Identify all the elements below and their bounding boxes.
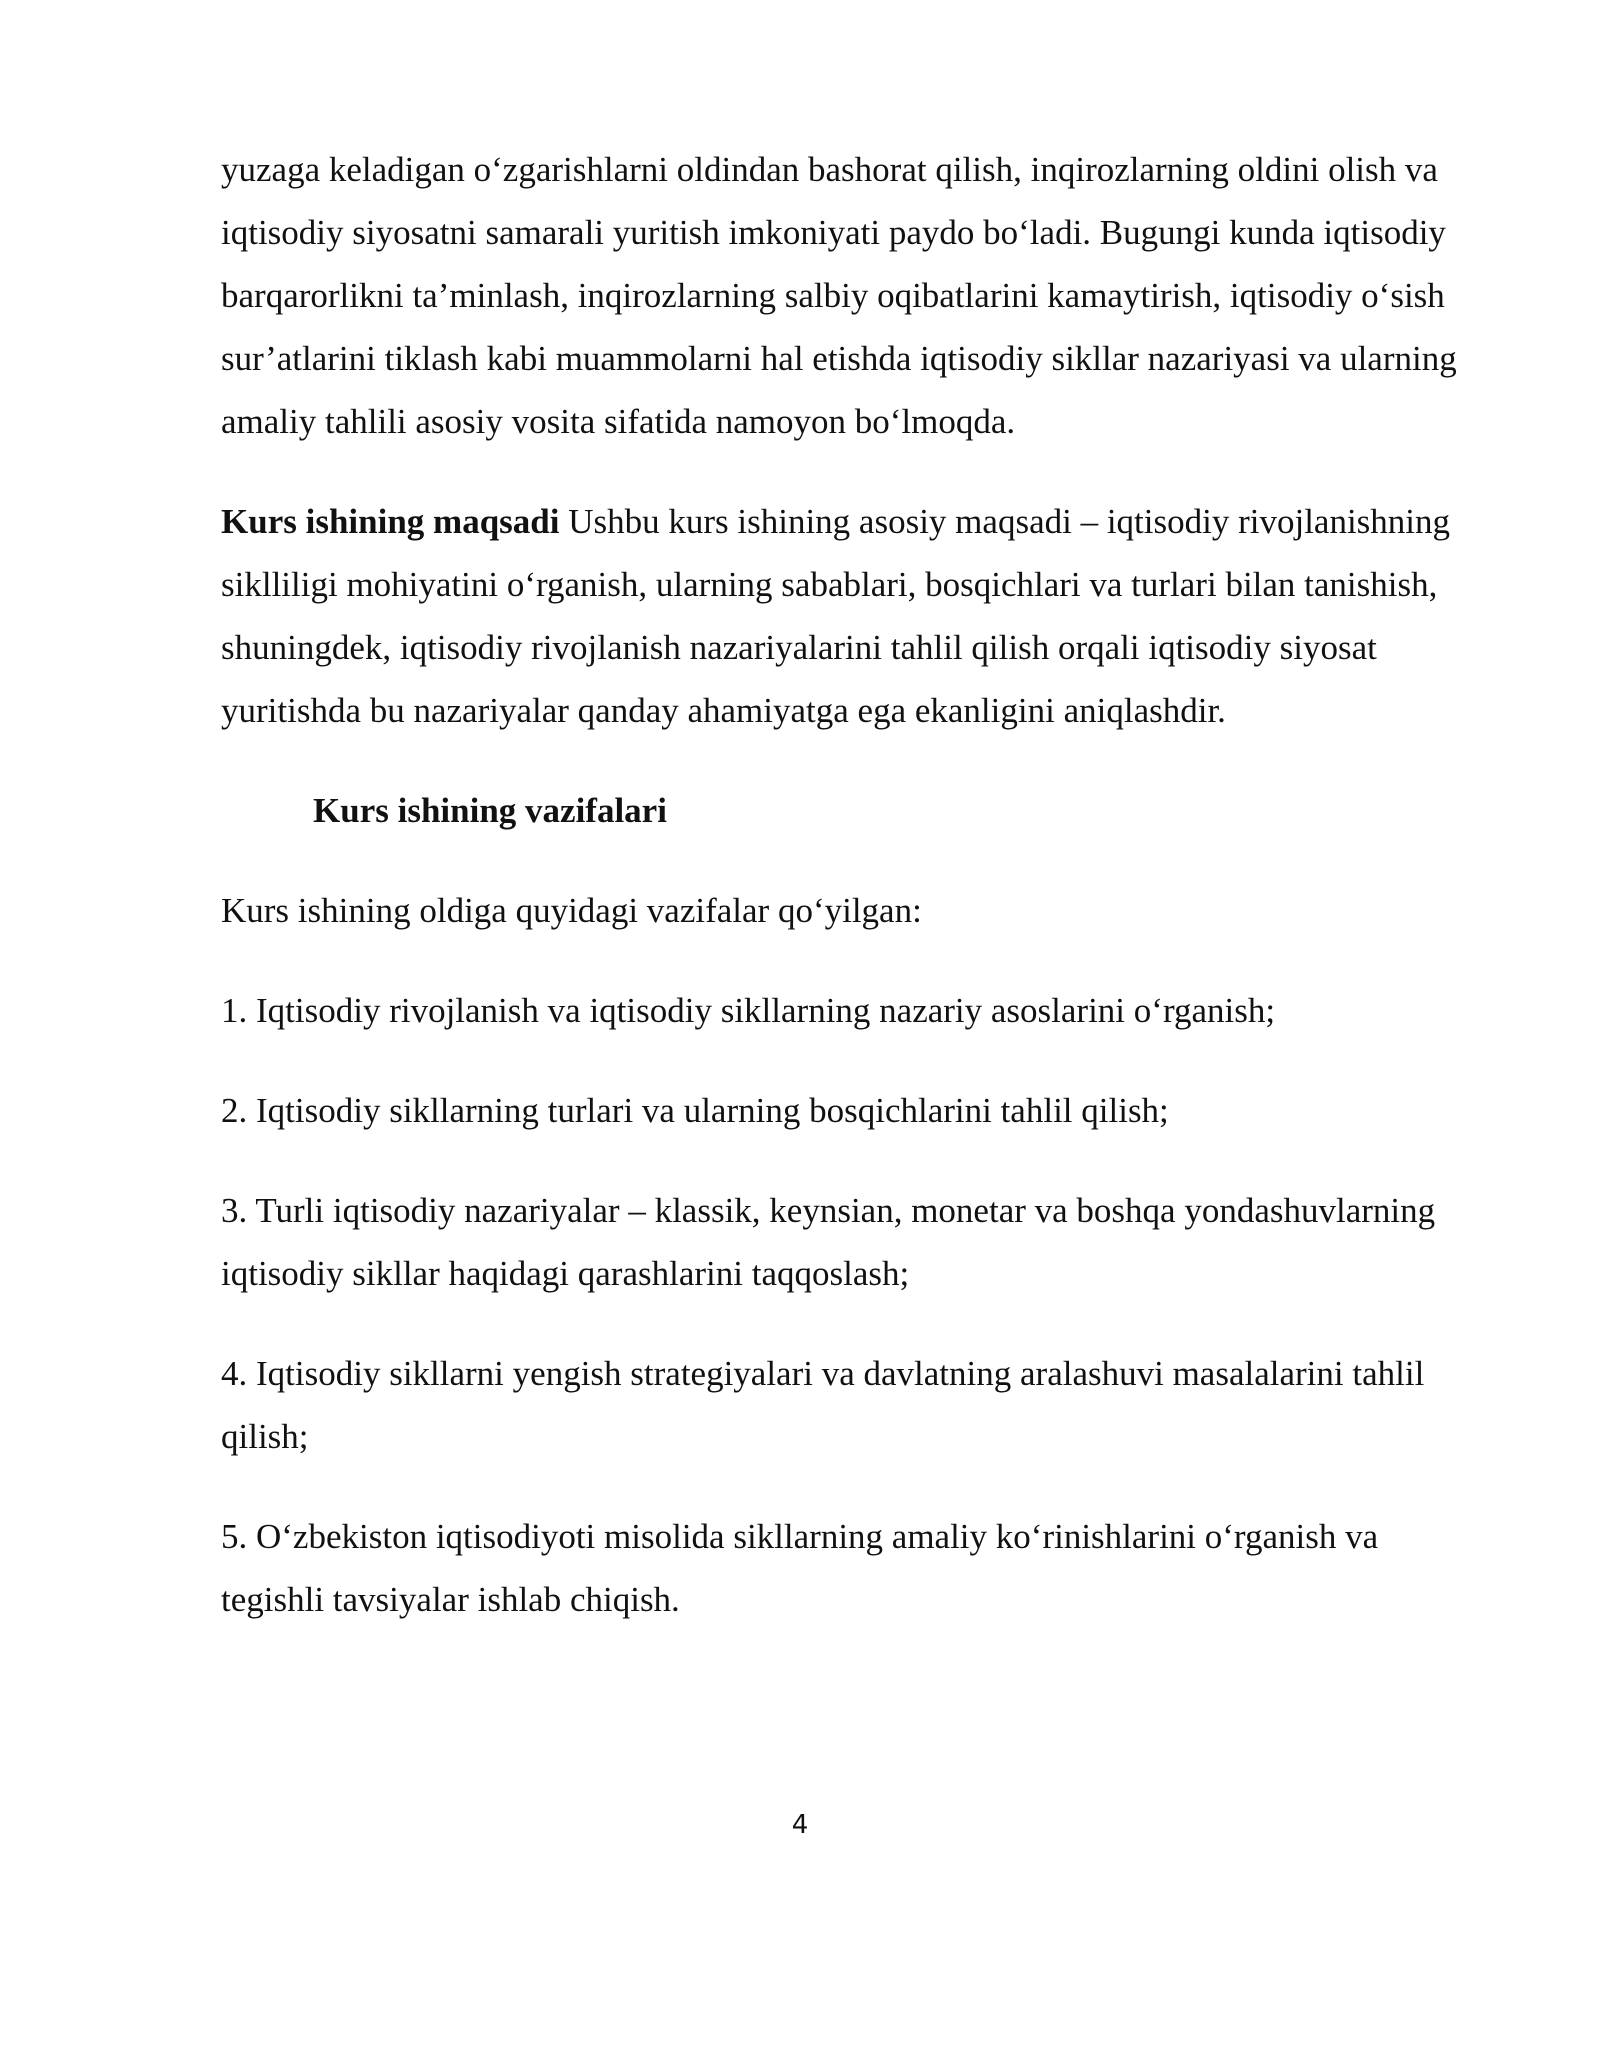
task-item-4: 4. Iqtisodiy sikllarni yengish strategiyalari va davlatning aralashuvi masalalarini tahlil qilish; bbox=[221, 1354, 1425, 1456]
page-number: 4 bbox=[791, 1810, 809, 1840]
intro-paragraph: yuzaga keladigan o‘zgarishlarni oldindan bashorat qilish, inqirozlarning oldini olish va iqtisodiy siyosatni samarali yuritish imkoniyati paydo bo‘ladi. Bugungi kunda iqtisodiy barqarorlikni ta’minlash, inqirozlarning salbiy oqibatlarini kamaytirish, iqtisodiy o‘sish sur’atlarini tiklash kabi muammolarni hal etishda iqtisodiy sikllar nazariyasi va ularning amaliy tahlili asosiy vosita sifatida namoyon bo‘lmoqda. bbox=[221, 150, 1457, 441]
tasks-intro: Kurs ishining oldiga quyidagi vazifalar qo‘yilgan: bbox=[221, 891, 922, 930]
tasks-heading: Kurs ishining vazifalari bbox=[313, 791, 667, 830]
aim-paragraph bbox=[221, 490, 1481, 742]
task-item-1: 1. Iqtisodiy rivojlanish va iqtisodiy sikllarning nazariy asoslarini o‘rganish; bbox=[221, 991, 1276, 1030]
aim-title: Kurs ishining maqsadi bbox=[221, 502, 560, 541]
aim-text: Ushbu kurs ishining asosiy maqsadi – iqtisodiy rivojlanishning siklliligi mohiyatini o‘rganish, ularning sabablari, bosqichlari va turlari bilan tanishish, shuningdek, iqtisodiy rivojlanish nazariyalarini tahlil qilish orqali iqtisodiy siyosat yuritishda bu nazariyalar qanday ahamiyatga ega ekanligini aniqlashdir. bbox=[221, 502, 1451, 730]
document-page bbox=[221, 138, 1481, 1668]
task-item-2: 2. Iqtisodiy sikllarning turlari va ularning bosqichlarini tahlil qilish; bbox=[221, 1091, 1169, 1130]
task-item-3: 3. Turli iqtisodiy nazariyalar – klassik, keynsian, monetar va boshqa yondashuvlarning iqtisodiy sikllar haqidagi qarashlarini taqqoslash; bbox=[221, 1191, 1436, 1293]
task-item-5: 5. O‘zbekiston iqtisodiyoti misolida sikllarning amaliy ko‘rinishlarini o‘rganish va tegishli tavsiyalar ishlab chiqish. bbox=[221, 1517, 1379, 1619]
